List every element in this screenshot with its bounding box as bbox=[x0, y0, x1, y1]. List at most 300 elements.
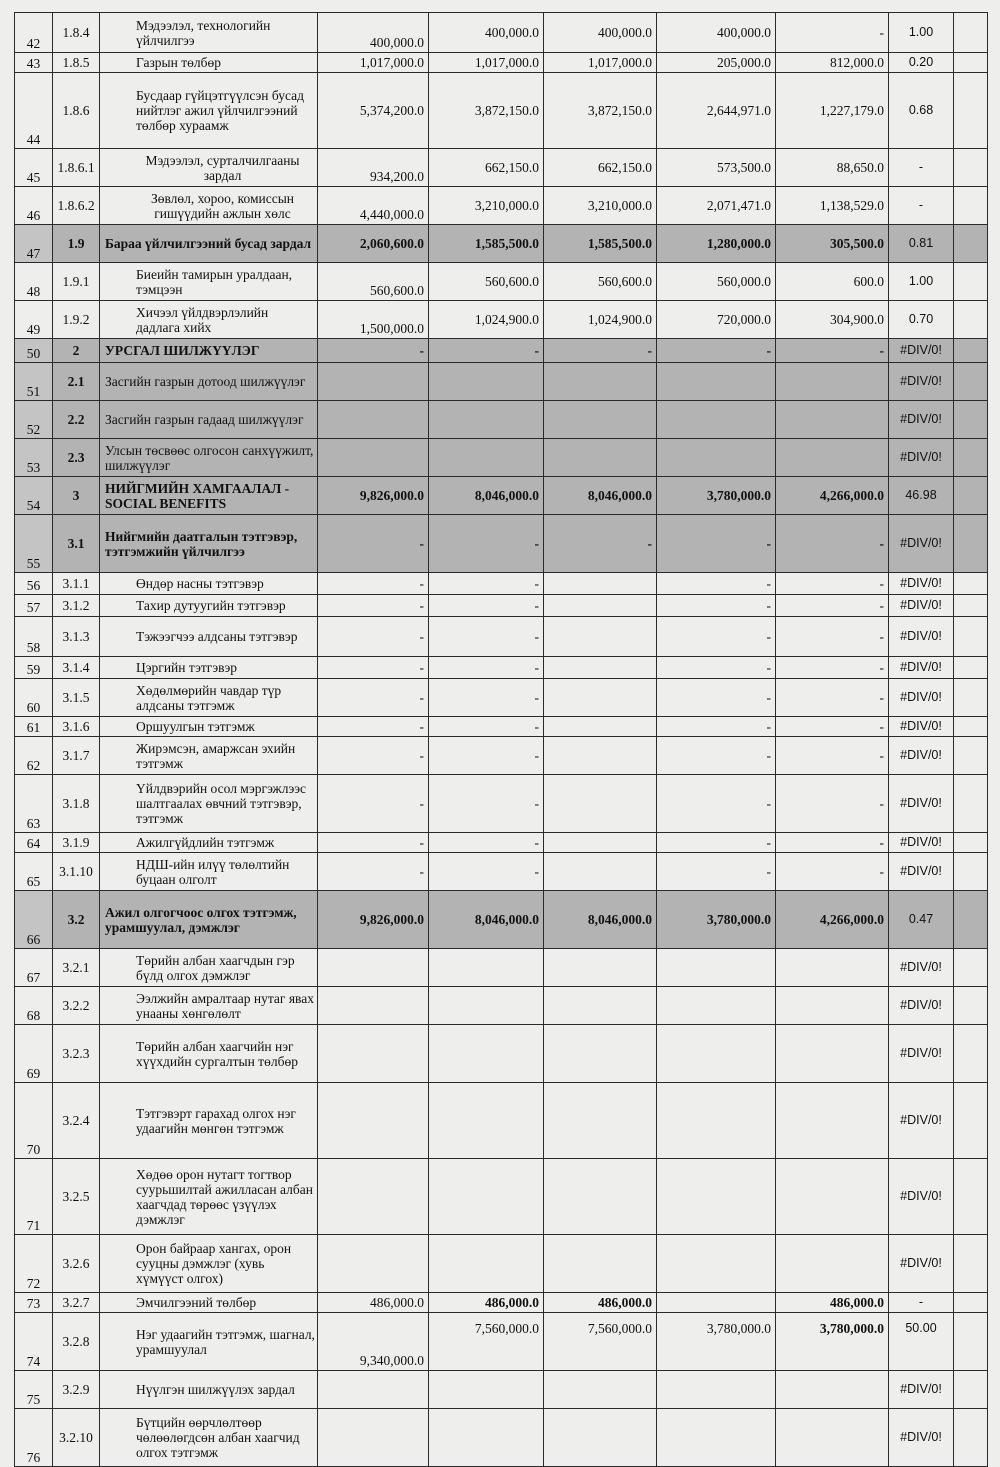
table-row bbox=[15, 617, 988, 657]
item-name-cell: Хөдөлмөрийн чавдар түр алдсаны тэтгэмж bbox=[100, 679, 318, 717]
amount-cell: 560,600.0 bbox=[318, 263, 429, 301]
amount-cell: 934,200.0 bbox=[318, 149, 429, 187]
empty-cell bbox=[954, 1371, 988, 1409]
amount-cell: - bbox=[776, 515, 889, 573]
amount-cell: 486,000.0 bbox=[318, 1293, 429, 1313]
code-cell: 1.8.6 bbox=[53, 73, 100, 149]
code-cell: 3 bbox=[53, 477, 100, 515]
amount-cell bbox=[544, 717, 657, 737]
amount-cell: - bbox=[318, 657, 429, 679]
code-cell: 3.2.4 bbox=[53, 1083, 100, 1159]
amount-cell: - bbox=[429, 717, 544, 737]
empty-cell bbox=[954, 775, 988, 833]
code-cell: 2.2 bbox=[53, 401, 100, 439]
table-row bbox=[15, 833, 988, 853]
percent-cell: #DIV/0! bbox=[889, 617, 954, 657]
row-number-cell: 60 bbox=[15, 679, 53, 717]
amount-cell bbox=[657, 1235, 776, 1293]
table-row bbox=[15, 401, 988, 439]
amount-cell: - bbox=[318, 595, 429, 617]
amount-cell bbox=[318, 1159, 429, 1235]
percent-cell: #DIV/0! bbox=[889, 595, 954, 617]
code-cell: 1.8.6.1 bbox=[53, 149, 100, 187]
amount-cell: 1,024,900.0 bbox=[544, 301, 657, 339]
amount-cell bbox=[776, 1159, 889, 1235]
row-number-cell: 67 bbox=[15, 949, 53, 987]
empty-cell bbox=[954, 1313, 988, 1371]
amount-cell: - bbox=[429, 595, 544, 617]
amount-cell: - bbox=[318, 737, 429, 775]
table-row bbox=[15, 515, 988, 573]
empty-cell bbox=[954, 13, 988, 53]
amount-cell: - bbox=[776, 775, 889, 833]
amount-cell: - bbox=[318, 573, 429, 595]
item-name-cell: Төрийн албан хаагчийн нэг хүүхдийн сургалтын төлбөр bbox=[100, 1025, 318, 1083]
item-name-cell: Мэдээлэл, технологийн үйлчилгээ bbox=[100, 13, 318, 53]
amount-cell: 3,780,000.0 bbox=[657, 477, 776, 515]
amount-cell: 8,046,000.0 bbox=[544, 477, 657, 515]
percent-cell: 0.20 bbox=[889, 53, 954, 73]
amount-cell: 8,046,000.0 bbox=[429, 891, 544, 949]
amount-cell: 3,872,150.0 bbox=[544, 73, 657, 149]
percent-cell: #DIV/0! bbox=[889, 1235, 954, 1293]
percent-cell: 1.00 bbox=[889, 263, 954, 301]
table-row bbox=[15, 1409, 988, 1467]
table-row bbox=[15, 853, 988, 891]
percent-cell: 50.00 bbox=[889, 1313, 954, 1371]
amount-cell bbox=[544, 363, 657, 401]
amount-cell bbox=[318, 1235, 429, 1293]
amount-cell bbox=[657, 987, 776, 1025]
amount-cell bbox=[429, 1409, 544, 1467]
code-cell: 3.1.10 bbox=[53, 853, 100, 891]
row-number-cell: 51 bbox=[15, 363, 53, 401]
item-name-cell: Тэтгэвэрт гарахад олгох нэг удаагийн мөнгөн тэтгэмж bbox=[100, 1083, 318, 1159]
amount-cell: 3,780,000.0 bbox=[657, 1313, 776, 1371]
amount-cell: - bbox=[318, 833, 429, 853]
amount-cell bbox=[318, 1083, 429, 1159]
row-number-cell: 69 bbox=[15, 1025, 53, 1083]
amount-cell: 812,000.0 bbox=[776, 53, 889, 73]
amount-cell bbox=[429, 1083, 544, 1159]
row-number-cell: 71 bbox=[15, 1159, 53, 1235]
amount-cell: 7,560,000.0 bbox=[544, 1313, 657, 1371]
row-number-cell: 74 bbox=[15, 1313, 53, 1371]
table-row bbox=[15, 1025, 988, 1083]
item-name-cell: Засгийн газрын гадаад шилжүүлэг bbox=[100, 401, 318, 439]
row-number-cell: 72 bbox=[15, 1235, 53, 1293]
amount-cell bbox=[429, 1371, 544, 1409]
amount-cell: 2,644,971.0 bbox=[657, 73, 776, 149]
amount-cell: - bbox=[776, 13, 889, 53]
code-cell: 3.1.3 bbox=[53, 617, 100, 657]
percent-cell: 0.68 bbox=[889, 73, 954, 149]
amount-cell: 4,266,000.0 bbox=[776, 477, 889, 515]
table-row bbox=[15, 573, 988, 595]
amount-cell: - bbox=[657, 617, 776, 657]
amount-cell: - bbox=[318, 775, 429, 833]
amount-cell: 486,000.0 bbox=[776, 1293, 889, 1313]
amount-cell: 2,071,471.0 bbox=[657, 187, 776, 225]
row-number-cell: 70 bbox=[15, 1083, 53, 1159]
amount-cell: 1,024,900.0 bbox=[429, 301, 544, 339]
amount-cell: 9,826,000.0 bbox=[318, 477, 429, 515]
item-name-cell: Тэжээгчээ алдсаны тэтгэвэр bbox=[100, 617, 318, 657]
item-name-cell: Ажил олгогчоос олгох тэтгэмж, урамшуулал, дэмжлэг bbox=[100, 891, 318, 949]
table-body bbox=[15, 13, 988, 1467]
budget-table bbox=[14, 12, 988, 1467]
row-number-cell: 50 bbox=[15, 339, 53, 363]
item-name-cell: Ээлжийн амралтаар нутаг явах унааны хөнгөлөлт bbox=[100, 987, 318, 1025]
percent-cell: #DIV/0! bbox=[889, 1371, 954, 1409]
amount-cell bbox=[544, 1409, 657, 1467]
amount-cell: 2,060,600.0 bbox=[318, 225, 429, 263]
table-row bbox=[15, 891, 988, 949]
amount-cell: 3,210,000.0 bbox=[544, 187, 657, 225]
empty-cell bbox=[954, 1083, 988, 1159]
amount-cell bbox=[544, 573, 657, 595]
item-name-cell: Тахир дутуугийн тэтгэвэр bbox=[100, 595, 318, 617]
empty-cell bbox=[954, 301, 988, 339]
amount-cell: - bbox=[776, 339, 889, 363]
item-name-cell: Хичээл үйлдвэрлэлийн дадлага хийх bbox=[100, 301, 318, 339]
item-name-cell: Үйлдвэрийн осол мэргэжлээс шалтгаалах өвчний тэтгэвэр, тэтгэмж bbox=[100, 775, 318, 833]
amount-cell bbox=[544, 853, 657, 891]
row-number-cell: 47 bbox=[15, 225, 53, 263]
amount-cell: 3,210,000.0 bbox=[429, 187, 544, 225]
amount-cell bbox=[776, 1371, 889, 1409]
amount-cell: 662,150.0 bbox=[544, 149, 657, 187]
item-name-cell: Нүүлгэн шилжүүлэх зардал bbox=[100, 1371, 318, 1409]
item-name-cell: Нэг удаагийн тэтгэмж, шагнал, урамшуулал bbox=[100, 1313, 318, 1371]
amount-cell bbox=[657, 1409, 776, 1467]
row-number-cell: 66 bbox=[15, 891, 53, 949]
table-row bbox=[15, 679, 988, 717]
amount-cell: - bbox=[429, 679, 544, 717]
amount-cell: - bbox=[657, 717, 776, 737]
amount-cell: 486,000.0 bbox=[544, 1293, 657, 1313]
amount-cell bbox=[544, 617, 657, 657]
item-name-cell: Хөдөө орон нутагт тогтвор суурьшилтай ажилласан албан хаагчдад төрөөс үзүүлэх дэмжлэг bbox=[100, 1159, 318, 1235]
amount-cell: 560,600.0 bbox=[544, 263, 657, 301]
amount-cell: - bbox=[657, 679, 776, 717]
amount-cell bbox=[776, 401, 889, 439]
amount-cell: - bbox=[544, 339, 657, 363]
amount-cell: - bbox=[776, 737, 889, 775]
row-number-cell: 45 bbox=[15, 149, 53, 187]
amount-cell bbox=[318, 439, 429, 477]
amount-cell: 560,000.0 bbox=[657, 263, 776, 301]
percent-cell: 0.81 bbox=[889, 225, 954, 263]
amount-cell bbox=[544, 401, 657, 439]
code-cell: 3.2.10 bbox=[53, 1409, 100, 1467]
percent-cell: - bbox=[889, 149, 954, 187]
amount-cell bbox=[776, 439, 889, 477]
row-number-cell: 76 bbox=[15, 1409, 53, 1467]
amount-cell bbox=[318, 987, 429, 1025]
empty-cell bbox=[954, 363, 988, 401]
code-cell: 2.1 bbox=[53, 363, 100, 401]
amount-cell bbox=[544, 439, 657, 477]
amount-cell: 8,046,000.0 bbox=[544, 891, 657, 949]
amount-cell: - bbox=[657, 853, 776, 891]
code-cell: 3.2.3 bbox=[53, 1025, 100, 1083]
row-number-cell: 53 bbox=[15, 439, 53, 477]
code-cell: 3.1.4 bbox=[53, 657, 100, 679]
amount-cell bbox=[544, 833, 657, 853]
amount-cell: - bbox=[429, 775, 544, 833]
empty-cell bbox=[954, 595, 988, 617]
code-cell: 3.2.6 bbox=[53, 1235, 100, 1293]
amount-cell: 3,780,000.0 bbox=[776, 1313, 889, 1371]
amount-cell: 1,227,179.0 bbox=[776, 73, 889, 149]
amount-cell: 9,340,000.0 bbox=[318, 1313, 429, 1371]
row-number-cell: 61 bbox=[15, 717, 53, 737]
table-row bbox=[15, 13, 988, 53]
amount-cell: 305,500.0 bbox=[776, 225, 889, 263]
item-name-cell: Орон байраар хангах, орон сууцны дэмжлэг (хувь хүмүүст олгох) bbox=[100, 1235, 318, 1293]
amount-cell: 720,000.0 bbox=[657, 301, 776, 339]
item-name-cell: УРСГАЛ ШИЛЖҮҮЛЭГ bbox=[100, 339, 318, 363]
amount-cell: - bbox=[318, 515, 429, 573]
amount-cell: 4,266,000.0 bbox=[776, 891, 889, 949]
amount-cell: - bbox=[429, 617, 544, 657]
amount-cell bbox=[657, 949, 776, 987]
amount-cell bbox=[657, 1159, 776, 1235]
code-cell: 1.8.5 bbox=[53, 53, 100, 73]
amount-cell: 9,826,000.0 bbox=[318, 891, 429, 949]
row-number-cell: 73 bbox=[15, 1293, 53, 1313]
item-name-cell: Ажилгүйдлийн тэтгэмж bbox=[100, 833, 318, 853]
amount-cell: - bbox=[429, 339, 544, 363]
amount-cell: - bbox=[776, 679, 889, 717]
row-number-cell: 64 bbox=[15, 833, 53, 853]
amount-cell bbox=[429, 439, 544, 477]
amount-cell bbox=[657, 1371, 776, 1409]
table-row bbox=[15, 225, 988, 263]
item-name-cell: Төрийн албан хаагчдын гэр бүлд олгох дэмжлэг bbox=[100, 949, 318, 987]
amount-cell: - bbox=[776, 657, 889, 679]
empty-cell bbox=[954, 1159, 988, 1235]
amount-cell bbox=[429, 949, 544, 987]
amount-cell bbox=[429, 1159, 544, 1235]
empty-cell bbox=[954, 263, 988, 301]
percent-cell: 0.70 bbox=[889, 301, 954, 339]
amount-cell: 1,585,500.0 bbox=[544, 225, 657, 263]
amount-cell bbox=[429, 1235, 544, 1293]
amount-cell bbox=[776, 949, 889, 987]
amount-cell: 600.0 bbox=[776, 263, 889, 301]
amount-cell bbox=[544, 1083, 657, 1159]
code-cell: 2 bbox=[53, 339, 100, 363]
empty-cell bbox=[954, 73, 988, 149]
table-row bbox=[15, 187, 988, 225]
percent-cell: - bbox=[889, 187, 954, 225]
item-name-cell: Улсын төсвөөс олгосон санхүүжилт, шилжүүлэг bbox=[100, 439, 318, 477]
row-number-cell: 42 bbox=[15, 13, 53, 53]
code-cell: 3.1.8 bbox=[53, 775, 100, 833]
amount-cell: 1,017,000.0 bbox=[318, 53, 429, 73]
row-number-cell: 59 bbox=[15, 657, 53, 679]
percent-cell: 46.98 bbox=[889, 477, 954, 515]
item-name-cell: Бусдаар гүйцэтгүүлсэн бусад нийтлэг ажил үйлчилгээний төлбөр хураамж bbox=[100, 73, 318, 149]
table-row bbox=[15, 737, 988, 775]
empty-cell bbox=[954, 737, 988, 775]
amount-cell: 8,046,000.0 bbox=[429, 477, 544, 515]
amount-cell: - bbox=[657, 595, 776, 617]
row-number-cell: 52 bbox=[15, 401, 53, 439]
amount-cell: - bbox=[657, 737, 776, 775]
code-cell: 1.8.4 bbox=[53, 13, 100, 53]
amount-cell: - bbox=[429, 515, 544, 573]
amount-cell: - bbox=[776, 717, 889, 737]
amount-cell bbox=[318, 401, 429, 439]
code-cell: 3.2 bbox=[53, 891, 100, 949]
code-cell: 3.2.8 bbox=[53, 1313, 100, 1371]
item-name-cell: Цэргийн тэтгэвэр bbox=[100, 657, 318, 679]
amount-cell bbox=[429, 1025, 544, 1083]
row-number-cell: 65 bbox=[15, 853, 53, 891]
code-cell: 3.2.2 bbox=[53, 987, 100, 1025]
amount-cell: - bbox=[429, 737, 544, 775]
row-number-cell: 57 bbox=[15, 595, 53, 617]
table-row bbox=[15, 339, 988, 363]
table-row bbox=[15, 949, 988, 987]
amount-cell: - bbox=[776, 853, 889, 891]
row-number-cell: 63 bbox=[15, 775, 53, 833]
table-row bbox=[15, 1313, 988, 1371]
row-number-cell: 62 bbox=[15, 737, 53, 775]
amount-cell bbox=[318, 363, 429, 401]
empty-cell bbox=[954, 949, 988, 987]
amount-cell bbox=[776, 1083, 889, 1159]
amount-cell bbox=[318, 1409, 429, 1467]
amount-cell: - bbox=[429, 833, 544, 853]
amount-cell: - bbox=[657, 515, 776, 573]
item-name-cell: Газрын төлбөр bbox=[100, 53, 318, 73]
amount-cell: 7,560,000.0 bbox=[429, 1313, 544, 1371]
amount-cell: - bbox=[429, 657, 544, 679]
amount-cell: 1,280,000.0 bbox=[657, 225, 776, 263]
empty-cell bbox=[954, 891, 988, 949]
table-row bbox=[15, 149, 988, 187]
table-row bbox=[15, 987, 988, 1025]
amount-cell bbox=[544, 1371, 657, 1409]
empty-cell bbox=[954, 477, 988, 515]
table-row bbox=[15, 477, 988, 515]
code-cell: 3.1.5 bbox=[53, 679, 100, 717]
empty-cell bbox=[954, 657, 988, 679]
code-cell: 2.3 bbox=[53, 439, 100, 477]
amount-cell: - bbox=[776, 617, 889, 657]
code-cell: 1.9.1 bbox=[53, 263, 100, 301]
percent-cell: #DIV/0! bbox=[889, 657, 954, 679]
percent-cell: #DIV/0! bbox=[889, 401, 954, 439]
amount-cell: - bbox=[318, 679, 429, 717]
row-number-cell: 54 bbox=[15, 477, 53, 515]
amount-cell bbox=[657, 1025, 776, 1083]
empty-cell bbox=[954, 573, 988, 595]
percent-cell: #DIV/0! bbox=[889, 853, 954, 891]
table-row bbox=[15, 439, 988, 477]
table-row bbox=[15, 717, 988, 737]
amount-cell bbox=[318, 949, 429, 987]
item-name-cell: Мэдээлэл, сурталчилгааны зардал bbox=[100, 149, 318, 187]
row-number-cell: 68 bbox=[15, 987, 53, 1025]
code-cell: 3.2.9 bbox=[53, 1371, 100, 1409]
amount-cell: - bbox=[318, 339, 429, 363]
row-number-cell: 49 bbox=[15, 301, 53, 339]
table-row bbox=[15, 657, 988, 679]
amount-cell: 573,500.0 bbox=[657, 149, 776, 187]
row-number-cell: 56 bbox=[15, 573, 53, 595]
amount-cell bbox=[544, 679, 657, 717]
table-row bbox=[15, 301, 988, 339]
amount-cell bbox=[544, 657, 657, 679]
table-row bbox=[15, 1083, 988, 1159]
amount-cell: - bbox=[318, 617, 429, 657]
amount-cell bbox=[657, 363, 776, 401]
code-cell: 3.2.1 bbox=[53, 949, 100, 987]
item-name-cell: Эмчилгээний төлбөр bbox=[100, 1293, 318, 1313]
amount-cell: 3,872,150.0 bbox=[429, 73, 544, 149]
code-cell: 3.1.2 bbox=[53, 595, 100, 617]
empty-cell bbox=[954, 853, 988, 891]
empty-cell bbox=[954, 401, 988, 439]
percent-cell: #DIV/0! bbox=[889, 515, 954, 573]
percent-cell: #DIV/0! bbox=[889, 1083, 954, 1159]
amount-cell bbox=[544, 1025, 657, 1083]
amount-cell: - bbox=[657, 339, 776, 363]
item-name-cell: Бараа үйлчилгээний бусад зардал bbox=[100, 225, 318, 263]
amount-cell: - bbox=[318, 853, 429, 891]
amount-cell bbox=[657, 1083, 776, 1159]
amount-cell: - bbox=[544, 515, 657, 573]
amount-cell: 1,138,529.0 bbox=[776, 187, 889, 225]
amount-cell: 400,000.0 bbox=[544, 13, 657, 53]
code-cell: 1.9 bbox=[53, 225, 100, 263]
table-row bbox=[15, 73, 988, 149]
amount-cell bbox=[544, 987, 657, 1025]
amount-cell: - bbox=[776, 833, 889, 853]
item-name-cell: НДШ-ийн илүү төлөлтийн буцаан олголт bbox=[100, 853, 318, 891]
percent-cell: #DIV/0! bbox=[889, 573, 954, 595]
amount-cell bbox=[544, 949, 657, 987]
empty-cell bbox=[954, 1409, 988, 1467]
table-row bbox=[15, 775, 988, 833]
empty-cell bbox=[954, 149, 988, 187]
amount-cell bbox=[544, 737, 657, 775]
percent-cell: #DIV/0! bbox=[889, 775, 954, 833]
item-name-cell: Жирэмсэн, амаржсан эхийн тэтгэмж bbox=[100, 737, 318, 775]
amount-cell bbox=[429, 401, 544, 439]
percent-cell: 0.47 bbox=[889, 891, 954, 949]
amount-cell bbox=[544, 595, 657, 617]
amount-cell: 1,017,000.0 bbox=[429, 53, 544, 73]
empty-cell bbox=[954, 53, 988, 73]
item-name-cell: Биеийн тамирын уралдаан, тэмцээн bbox=[100, 263, 318, 301]
percent-cell: #DIV/0! bbox=[889, 1159, 954, 1235]
code-cell: 3.1.1 bbox=[53, 573, 100, 595]
amount-cell: 3,780,000.0 bbox=[657, 891, 776, 949]
code-cell: 3.1.6 bbox=[53, 717, 100, 737]
item-name-cell: Бүтцийн өөрчлөлтөөр чөлөөлөгдсөн албан хаагчид олгох тэтгэмж bbox=[100, 1409, 318, 1467]
empty-cell bbox=[954, 339, 988, 363]
percent-cell: #DIV/0! bbox=[889, 339, 954, 363]
row-number-cell: 48 bbox=[15, 263, 53, 301]
table-row bbox=[15, 1235, 988, 1293]
empty-cell bbox=[954, 833, 988, 853]
